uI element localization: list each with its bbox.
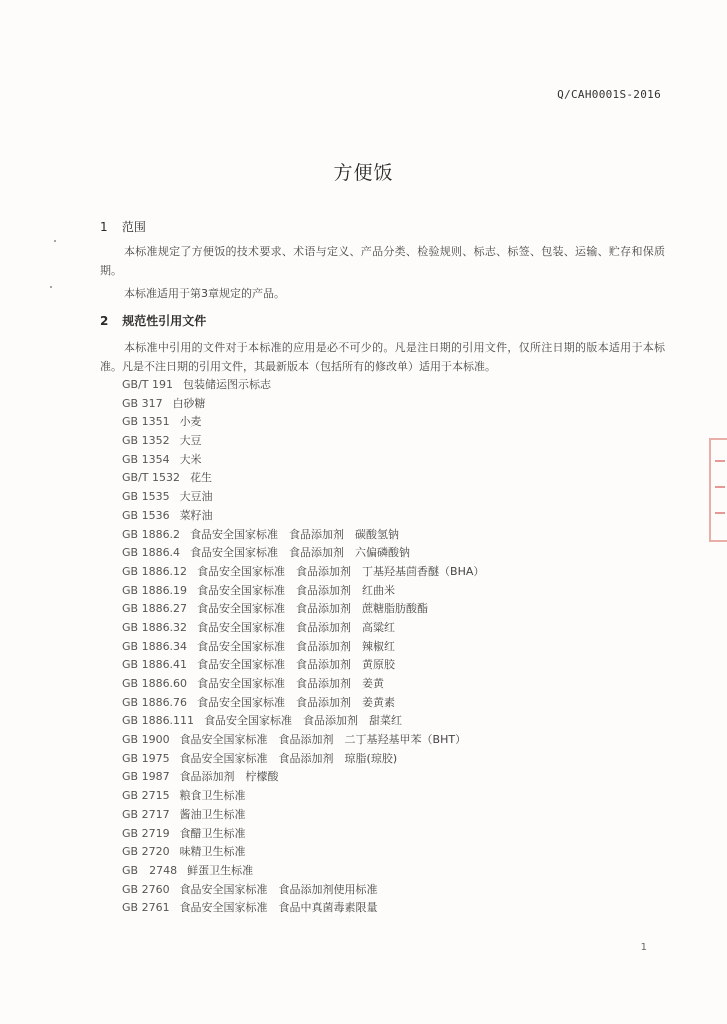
- reference-code: GB 1987: [122, 770, 170, 784]
- section-2-paragraph-1: 本标准中引用的文件对于本标准的应用是必不可少的。凡是注日期的引用文件，仅所注日期的版本适用于本标准。凡是不注日期的引用文件，其最新版本（包括所有的修改单）适用于本标准。: [100, 341, 665, 373]
- scan-speck: [54, 240, 56, 242]
- reference-item: [122, 563, 484, 582]
- reference-item: [122, 582, 484, 601]
- reference-title: 食品安全国家标准 食品添加剂 二丁基羟基甲苯（BHT）: [179, 733, 467, 747]
- reference-item: [122, 881, 484, 900]
- reference-code: GB 2761: [122, 901, 170, 915]
- reference-item: [122, 488, 484, 507]
- reference-code: GB 1886.41: [122, 658, 188, 672]
- section-1-heading: [100, 218, 146, 235]
- reference-title: 食醋卫生标准: [179, 826, 246, 840]
- reference-item: [122, 395, 484, 414]
- reference-title: 酱油卫生标准: [179, 807, 246, 821]
- reference-title: 食品安全国家标准 食品添加剂使用标准: [179, 882, 378, 896]
- reference-item: [122, 544, 484, 563]
- reference-item: [122, 376, 484, 395]
- reference-item: [122, 656, 484, 675]
- reference-title: 食品安全国家标准 食品添加剂 丁基羟基茴香醚（BHA）: [197, 564, 485, 578]
- reference-list: [122, 376, 484, 918]
- reference-code: GB/T 191: [122, 378, 173, 391]
- section-1-paragraph-2: 本标准适用于第3章规定的产品。: [124, 287, 285, 300]
- reference-title: 小麦: [179, 415, 202, 429]
- reference-code: GB 1886.19: [122, 583, 188, 597]
- reference-item: [122, 825, 484, 844]
- reference-code: GB 1352: [122, 434, 170, 448]
- reference-item: [122, 469, 484, 488]
- red-stamp-edge: [709, 438, 727, 542]
- reference-code: GB 1886.27: [122, 602, 188, 616]
- reference-item: [122, 694, 484, 713]
- reference-title: 鲜蛋卫生标准: [187, 863, 254, 877]
- section-2-heading: [100, 312, 206, 329]
- reference-item: [122, 731, 484, 750]
- reference-code: GB 2717: [122, 807, 170, 821]
- reference-code: GB 2719: [122, 826, 170, 840]
- reference-code: GB 1886.32: [122, 620, 188, 634]
- reference-title: 食品安全国家标准 食品中真菌毒素限量: [179, 901, 378, 915]
- section-2-title: 规范性引用文件: [122, 314, 207, 328]
- reference-title: 粮食卫生标准: [179, 789, 246, 803]
- section-2-number: 2: [100, 314, 109, 328]
- reference-code: GB/T 1532: [122, 471, 180, 485]
- reference-title: 食品安全国家标准 食品添加剂 六偏磷酸钠: [190, 546, 411, 560]
- reference-code: GB 1886.76: [122, 695, 188, 709]
- reference-code: GB 1886.4: [122, 546, 181, 560]
- reference-code: GB 1886.2: [122, 527, 181, 541]
- reference-title: 食品安全国家标准 食品添加剂 甜菜红: [204, 714, 403, 728]
- reference-item: [122, 712, 484, 731]
- reference-item: [122, 862, 484, 881]
- reference-code: GB 1886.60: [122, 677, 188, 690]
- reference-title: 食品安全国家标准 食品添加剂 琼脂(琼胶): [179, 751, 398, 765]
- stamp-mark: [715, 512, 725, 514]
- reference-title: 菜籽油: [179, 508, 213, 522]
- document-title: 方便饭: [333, 162, 394, 184]
- reference-code: GB 2760: [122, 882, 170, 896]
- reference-item: [122, 806, 484, 825]
- reference-item: [122, 638, 484, 657]
- scan-speck: [50, 286, 52, 288]
- reference-title: 大米: [179, 452, 202, 466]
- section-1-number: 1: [100, 220, 108, 234]
- reference-item: [122, 787, 484, 806]
- reference-title: 食品安全国家标准 食品添加剂 黄原胶: [197, 658, 396, 672]
- reference-item: [122, 526, 484, 545]
- section-1-paragraph-1: 本标准规定了方便饭的技术要求、术语与定义、产品分类、检验规则、标志、标签、包装、运输、贮存和保质期。: [100, 245, 665, 277]
- reference-item: [122, 675, 484, 694]
- section-1-title: 范围: [121, 220, 146, 234]
- reference-code: GB 1351: [122, 415, 170, 429]
- reference-title: 食品安全国家标准 食品添加剂 蔗糖脂肪酸酯: [197, 602, 429, 616]
- reference-title: 大豆: [179, 434, 202, 448]
- reference-code: GB 2715: [122, 789, 170, 803]
- page-number: 1: [640, 942, 647, 953]
- reference-title: 食品添加剂 柠檬酸: [179, 770, 279, 784]
- reference-code: GB 1886.34: [122, 639, 188, 653]
- reference-code: GB 1900: [122, 733, 170, 747]
- reference-code: GB 1535: [122, 490, 170, 504]
- reference-code: GB 1975: [122, 751, 170, 765]
- stamp-mark: [715, 486, 725, 488]
- reference-title: 食品安全国家标准 食品添加剂 辣椒红: [197, 639, 396, 653]
- reference-item: [122, 451, 484, 470]
- reference-title: 花生: [190, 471, 212, 485]
- reference-item: [122, 843, 484, 862]
- document-code: Q/CAH0001S-2016: [557, 88, 661, 101]
- reference-title: 食品安全国家标准 食品添加剂 姜黄: [197, 677, 385, 690]
- reference-item: [122, 413, 484, 432]
- reference-code: GB 317: [122, 396, 163, 410]
- stamp-mark: [715, 460, 725, 462]
- reference-item: [122, 768, 484, 787]
- reference-code: GB 1354: [122, 452, 170, 466]
- reference-title: 白砂糖: [172, 396, 206, 410]
- reference-item: [122, 899, 484, 918]
- reference-code: GB 2748: [122, 863, 178, 877]
- reference-title: 食品安全国家标准 食品添加剂 碳酸氢钠: [190, 527, 400, 541]
- reference-title: 包装储运图示标志: [183, 378, 271, 391]
- reference-item: [122, 600, 484, 619]
- reference-item: [122, 619, 484, 638]
- reference-title: 食品安全国家标准 食品添加剂 红曲米: [197, 583, 396, 597]
- reference-code: GB 1536: [122, 508, 170, 522]
- reference-code: GB 1886.111: [122, 714, 195, 728]
- reference-item: [122, 750, 484, 769]
- reference-title: 味精卫生标准: [179, 845, 246, 859]
- reference-item: [122, 507, 484, 526]
- reference-title: 大豆油: [179, 490, 213, 504]
- reference-title: 食品安全国家标准 食品添加剂 姜黄素: [197, 695, 396, 709]
- reference-title: 食品安全国家标准 食品添加剂 高粱红: [197, 620, 396, 634]
- reference-code: GB 1886.12: [122, 564, 188, 578]
- reference-item: [122, 432, 484, 451]
- reference-code: GB 2720: [122, 845, 170, 859]
